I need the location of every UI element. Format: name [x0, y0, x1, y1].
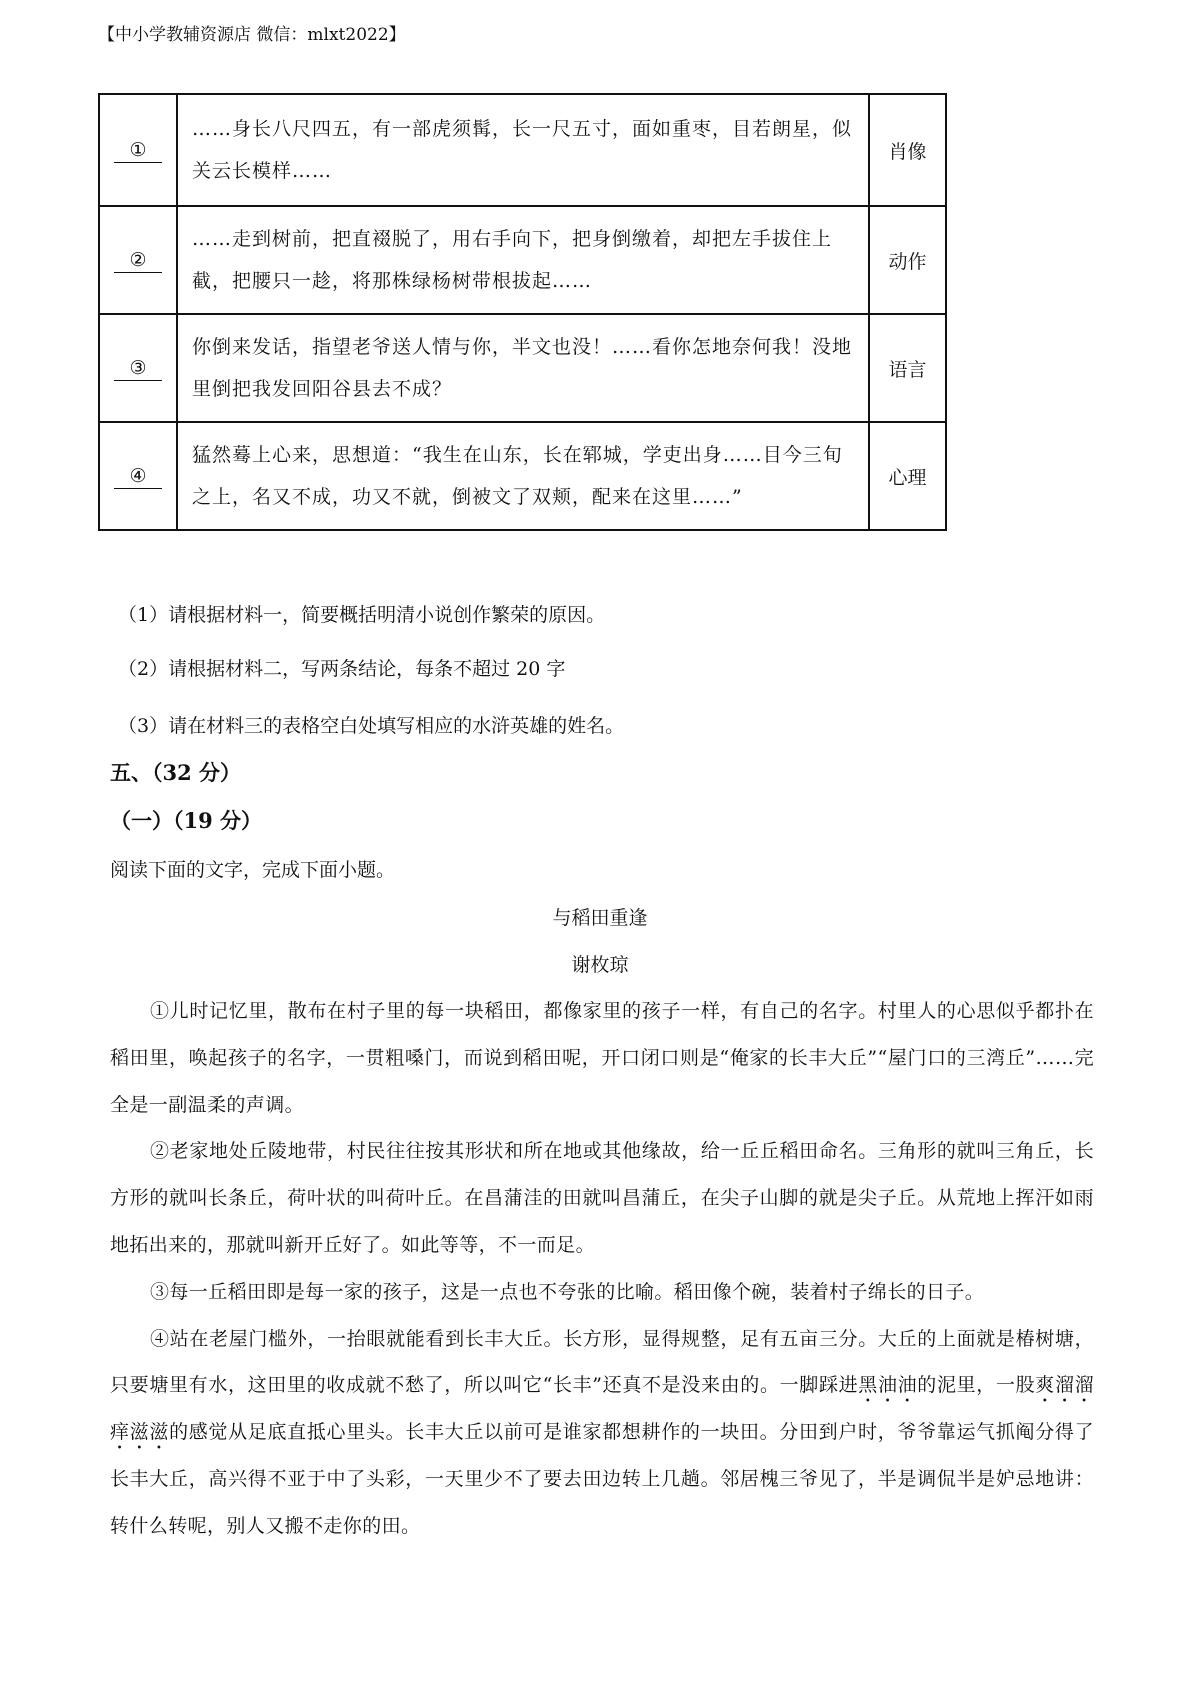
- paragraph-4: [110, 1316, 1094, 1550]
- paragraph-4-text: 的泥里，一股: [917, 1374, 1036, 1397]
- description-type: 肖像: [869, 94, 946, 206]
- description-type: 心理: [869, 422, 946, 530]
- table-row: [99, 94, 946, 206]
- article-body: [110, 988, 1094, 1550]
- paragraph-4-text: ④站在老屋门槛外，一抬眼就能看到长丰大丘。长方形，显得规整，足有五亩三分。大丘的上面就是椿树塘，只要塘里有水，这田里的收成就不愁了，所以叫它“长丰”还真不是没来由的。一脚踩进: [110, 1327, 1094, 1397]
- paragraph-4-text: 的感觉从足底直抵心里头。长丰大丘以前可是谁家都想耕作的一块田。分田到户时，爷爷靠运气抓阄分得了长丰大丘，高兴得不亚于中了头彩，一天里少不了要去田边转上几趟。邻居槐三爷见了，半是调侃半是妒忌地讲：转什么转呢，别人又搬不走你的田。: [110, 1421, 1094, 1537]
- resource-header-note: 【中小学教辅资源店 微信：mlxt2022】: [98, 25, 406, 45]
- blank-2: ②: [114, 248, 162, 273]
- question-2: （2）请根据材料二，写两条结论，每条不超过 20 字: [118, 658, 566, 680]
- emphasized-word: 爽溜溜痒滋滋: [110, 1374, 1095, 1444]
- quote-cell: 你倒来发话，指望老爷送人情与你，半文也没！……看你怎地奈何我！没地里倒把我发回阳谷县去不成？: [177, 314, 869, 422]
- paragraph-2: ②老家地处丘陵地带，村民往往按其形状和所在地或其他缘故，给一丘丘稻田命名。三角形的就叫三角丘，长方形的就叫长条丘，荷叶状的叫荷叶丘。在昌蒲洼的田就叫昌蒲丘，在尖子山脚的就是尖子丘。从荒地上挥汗如雨地拓出来的，那就叫新开丘好了。如此等等，不一而足。: [110, 1140, 1094, 1256]
- emphasized-word: 黑油油: [858, 1374, 918, 1397]
- table-row: [99, 422, 946, 530]
- question-1: （1）请根据材料一，简要概括明清小说创作繁荣的原因。: [118, 604, 606, 626]
- table-row: [99, 314, 946, 422]
- blank-3: ③: [114, 356, 162, 381]
- part-heading: （一）（19 分）: [110, 808, 263, 833]
- reading-instruction: 阅读下面的文字，完成下面小题。: [110, 859, 396, 881]
- quote-cell: ……走到树前，把直裰脱了，用右手向下，把身倒缴着，却把左手拔住上截，把腰只一趁，将那株绿杨树带根拔起……: [177, 206, 869, 314]
- description-type: 语言: [869, 314, 946, 422]
- material3-table: [98, 93, 947, 531]
- paragraph-3: ③每一丘稻田即是每一家的孩子，这是一点也不夸张的比喻。稻田像个碗，装着村子绵长的日子。: [150, 1280, 985, 1303]
- paragraph-1: ①儿时记忆里，散布在村子里的每一块稻田，都像家里的孩子一样，有自己的名字。村里人的心思似乎都扑在稻田里，唤起孩子的名字，一贯粗嗓门，而说到稻田呢，开口闭口则是“俺家的长丰大丘”“屋门口的三湾丘”……完全是一副温柔的声调。: [110, 1000, 1094, 1116]
- blank-1: ①: [114, 138, 162, 163]
- blank-4: ④: [114, 464, 162, 489]
- section-heading: 五、（32 分）: [110, 760, 242, 785]
- description-type: 动作: [869, 206, 946, 314]
- quote-cell: ……身长八尺四五，有一部虎须髯，长一尺五寸，面如重枣，目若朗星，似关云长模样……: [177, 94, 869, 206]
- table-row: [99, 206, 946, 314]
- question-3: （3）请在材料三的表格空白处填写相应的水浒英雄的姓名。: [118, 715, 625, 737]
- quote-cell: 猛然蓦上心来，思想道：“我生在山东，长在郓城，学吏出身……目今三旬之上，名又不成，功又不就，倒被文了双颊，配来在这里……”: [177, 422, 869, 530]
- article-title: 与稻田重逢: [552, 907, 648, 929]
- article-author: 谢枚琼: [571, 954, 629, 976]
